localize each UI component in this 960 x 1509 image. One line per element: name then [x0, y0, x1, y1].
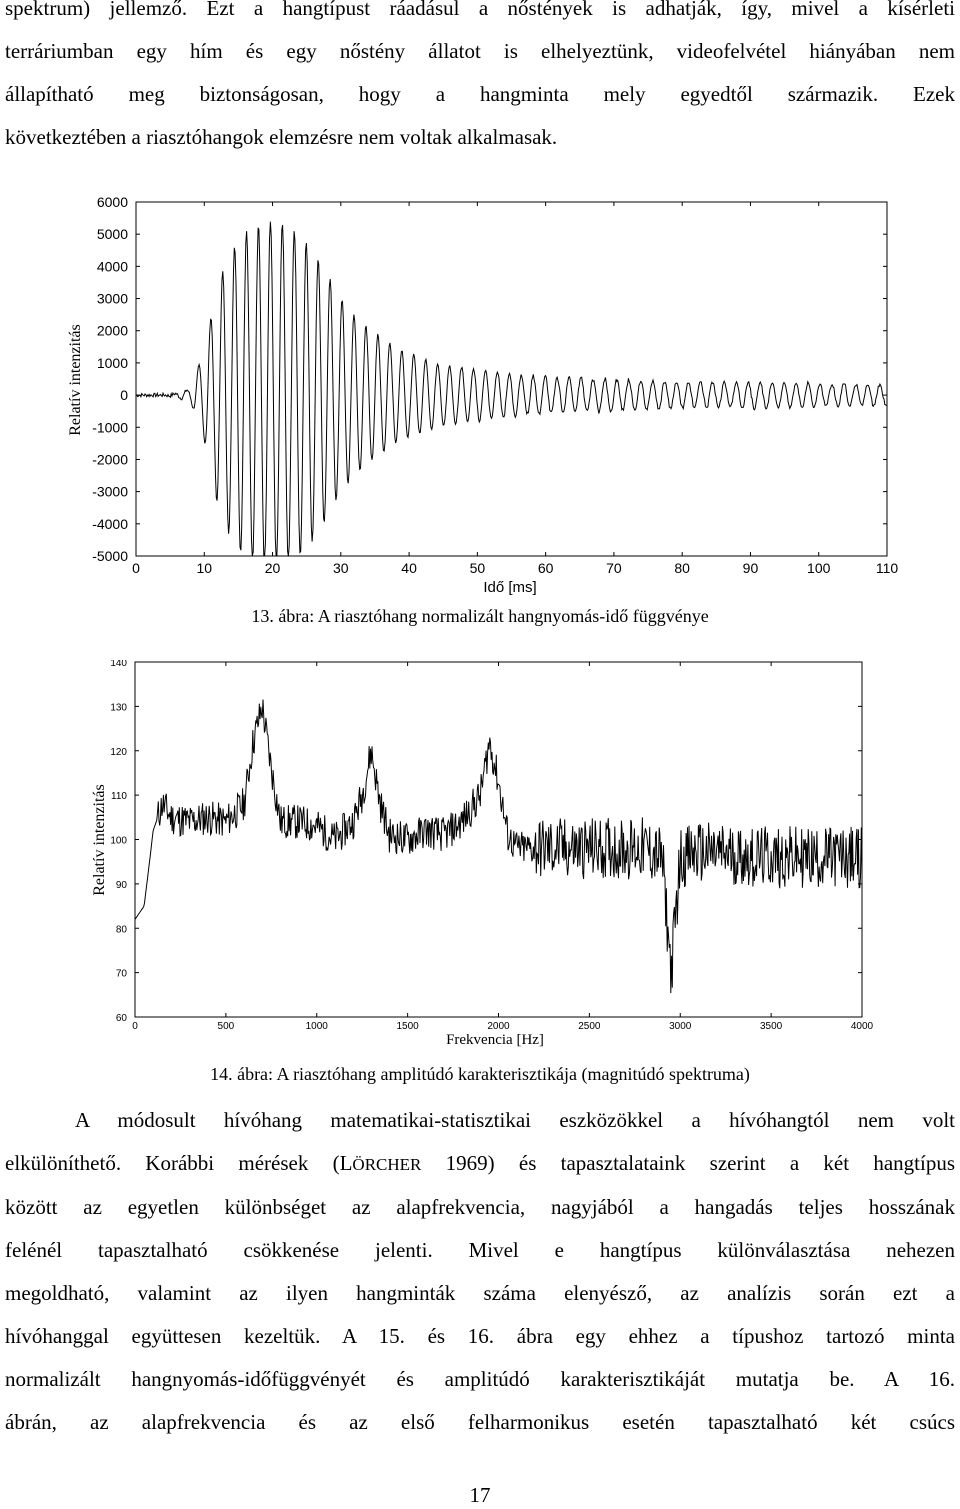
y-tick-label: 3000 — [96, 290, 128, 307]
y-tick-label: 80 — [115, 924, 127, 936]
y-tick-label: 140 — [110, 660, 127, 669]
y-tick-label: 6000 — [96, 194, 128, 210]
y-tick-label: 70 — [115, 968, 127, 980]
x-tick-label: 1500 — [396, 1021, 419, 1032]
y-tick-label: 5000 — [96, 226, 128, 243]
plot-frame — [136, 202, 887, 556]
y-axis-label: Relatív intenzitás — [91, 784, 108, 896]
x-axis-label: Frekvencia [Hz] — [446, 1032, 544, 1048]
y-tick-label: 100 — [110, 835, 127, 847]
y-tick-label: 0 — [120, 387, 128, 404]
x-tick-label: 2500 — [578, 1021, 601, 1032]
figure-14 — [0, 660, 960, 1055]
waveform-chart — [0, 190, 960, 600]
spectrum-chart — [0, 660, 960, 1055]
y-tick-label: 90 — [115, 879, 127, 891]
x-tick-label: 40 — [401, 560, 417, 576]
y-tick-label: 60 — [115, 1013, 127, 1024]
text-line: között az egyetlen különbséget az alapfrekvencia, nagyjából a hangadás teljes hosszának — [5, 1195, 955, 1219]
text-line: normalizált hangnyomás-időfüggvényét és amplitúdó karakterisztikáját mutatja be. A 16. — [5, 1367, 955, 1391]
plot-frame — [135, 662, 862, 1017]
page-number: 17 — [469, 1483, 491, 1507]
y-tick-label: -4000 — [92, 515, 128, 532]
text-line: állapítható meg biztonságosan, hogy a hangminta mely egyedtől származik. Ezek — [5, 82, 955, 106]
text-line: következtében a riasztóhangok elemzésre nem voltak alkalmasak. — [5, 125, 558, 149]
y-tick-label: 120 — [110, 746, 127, 758]
text-line: terráriumban egy hím és egy nőstény állatot is elhelyeztünk, videofelvétel hiányában nem — [5, 39, 955, 63]
y-tick-label: 2000 — [96, 322, 128, 339]
text-line: A módosult hívóhang matematikai-statisztikai eszközökkel a hívóhangtól nem volt — [75, 1108, 955, 1132]
x-tick-label: 70 — [606, 560, 622, 576]
x-tick-label: 110 — [875, 560, 899, 576]
spectrum-series — [135, 700, 862, 994]
x-axis-label: Idő [ms] — [483, 579, 537, 596]
figure-14-caption: 14. ábra: A riasztóhang amplitúdó karakterisztikája (magnitúdó spektruma) — [210, 1064, 750, 1084]
y-tick-label: 110 — [111, 791, 127, 803]
x-tick-label: 1000 — [305, 1021, 328, 1032]
x-tick-label: 10 — [196, 560, 213, 576]
x-tick-label: 0 — [132, 1021, 138, 1032]
x-tick-label: 3500 — [760, 1021, 783, 1032]
waveform-series — [136, 222, 887, 556]
x-tick-label: 90 — [742, 560, 759, 576]
y-tick-label: 130 — [110, 702, 127, 714]
figure-13 — [0, 190, 960, 600]
y-tick-label: -1000 — [92, 419, 128, 436]
x-tick-label: 4000 — [850, 1021, 874, 1032]
bottom-paragraph — [5, 1099, 955, 1444]
top-paragraph — [5, 0, 955, 159]
y-tick-label: -2000 — [92, 451, 128, 468]
text-line: hívóhanggal együttesen kezeltük. A 15. és 16. ábra egy ehhez a típushoz tartozó minta — [5, 1324, 955, 1348]
y-axis-label: Relatív intenzitás — [67, 324, 84, 436]
x-tick-label: 0 — [132, 560, 140, 576]
x-tick-label: 50 — [469, 560, 486, 576]
y-tick-label: 4000 — [96, 258, 128, 275]
y-tick-label: -5000 — [92, 548, 128, 564]
x-tick-label: 60 — [537, 560, 554, 576]
y-tick-label: -3000 — [92, 483, 128, 500]
figure-13-caption: 13. ábra: A riasztóhang normalizált hangnyomás-idő függvénye — [251, 606, 709, 626]
x-tick-label: 20 — [264, 560, 281, 576]
text-line: felénél tapasztalható csökkenése jelenti. Mivel e hangtípus különválasztása nehezen — [5, 1238, 955, 1262]
x-tick-label: 3000 — [669, 1021, 692, 1032]
text-line: ábrán, az alapfrekvencia és az első felharmonikus esetén tapasztalható két csúcs — [5, 1410, 955, 1434]
x-tick-label: 2000 — [487, 1021, 510, 1032]
x-tick-label: 100 — [807, 560, 831, 576]
x-tick-label: 80 — [674, 560, 690, 576]
text-line: megoldható, valamint az ilyen hangminták száma elenyésző, az analízis során ezt a — [5, 1281, 955, 1305]
text-line: elkülöníthető. Korábbi mérések (LÖRCHER 1969) és tapasztalataink szerint a két hangtípus — [5, 1151, 955, 1175]
y-tick-label: 1000 — [96, 354, 128, 371]
x-tick-label: 500 — [217, 1021, 235, 1032]
text-line: spektrum) jellemző. Ezt a hangtípust ráadásul a nőstények is adhatják, így, mivel a kísérleti — [5, 0, 955, 20]
x-tick-label: 30 — [333, 560, 349, 576]
